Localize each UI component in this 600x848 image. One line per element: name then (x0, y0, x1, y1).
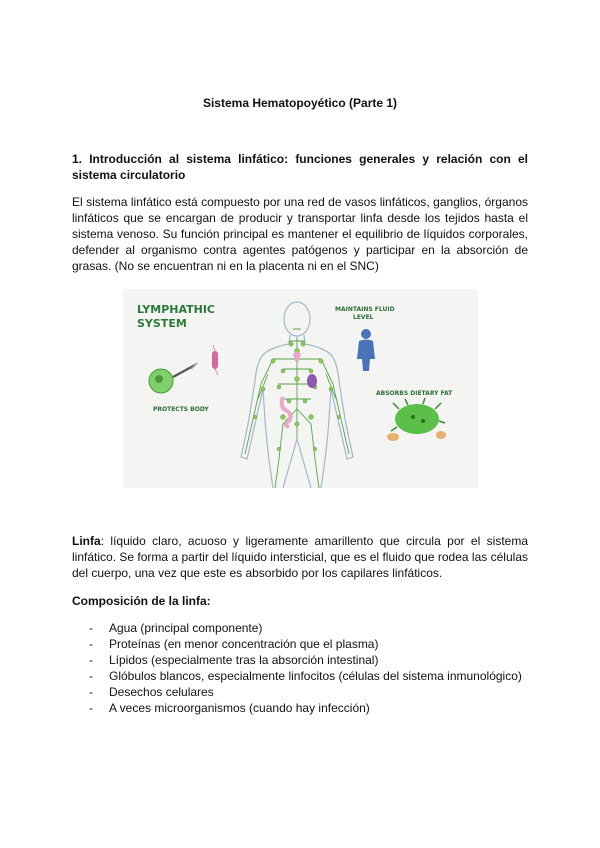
list-item: - Glóbulos blancos, especialmente linfocitos (células del sistema inmunológico) (72, 668, 528, 684)
figure-title-line2: SYSTEM (137, 317, 187, 330)
lymph-definition-paragraph (72, 533, 528, 581)
lymphatic-system-illustration (123, 289, 478, 488)
label-protects-body: PROTECTS BODY (153, 406, 209, 413)
list-item: - Agua (principal componente) (72, 620, 528, 636)
person-icon (357, 329, 375, 371)
lymph-definition: : líquido claro, acuoso y ligeramente amarillento que circula por el sistema linfático. Se forma a partir del líquido intersticial, que es el fluido que rodea las células del cuerpo, una vez que este es absorbido por los capilares linfáticos. (72, 534, 528, 580)
fat-absorption-icon (387, 398, 446, 441)
list-item: - Proteínas (en menor concentración que el plasma) (72, 636, 528, 652)
spleen-shape (307, 374, 317, 388)
intro-paragraph: El sistema linfático está compuesto por una red de vasos linfáticos, ganglios, órganos linfáticos que se encargan de producir y transportar linfa desde los tejidos hasta el sistema venoso. Su función principal es mantener el equilibrio de líquidos corporales, defender al organismo contra agentes patógenos y participar en la absorción de grasas. (No se encuentran ni en la placenta ni en el SNC) (72, 195, 528, 273)
composition-list (72, 620, 528, 716)
lymph-term: Linfa (72, 534, 101, 548)
figure-title-line1: LYMPHATHIC (137, 303, 216, 316)
label-maintains-fluid-line1: MAINTAINS FLUID (335, 306, 395, 313)
immune-cell-icon (149, 363, 197, 393)
section-heading: 1. Introducción al sistema linfático: funciones generales y relación con el sistema circulatorio (72, 152, 528, 182)
bacterium-icon (212, 345, 218, 375)
list-item: - Desechos celulares (72, 684, 528, 700)
list-item: - A veces microorganismos (cuando hay infección) (72, 700, 528, 716)
label-absorbs-dietary-fat: ABSORBS DIETARY FAT (376, 390, 453, 397)
page-title: Sistema Hematopoyético (Parte 1) (202, 96, 398, 110)
label-maintains-fluid-line2: LEVEL (353, 314, 374, 321)
thymus-shape (293, 352, 301, 362)
list-item: - Lípidos (especialmente tras la absorción intestinal) (72, 652, 528, 668)
composition-heading: Composición de la linfa: (72, 594, 211, 608)
